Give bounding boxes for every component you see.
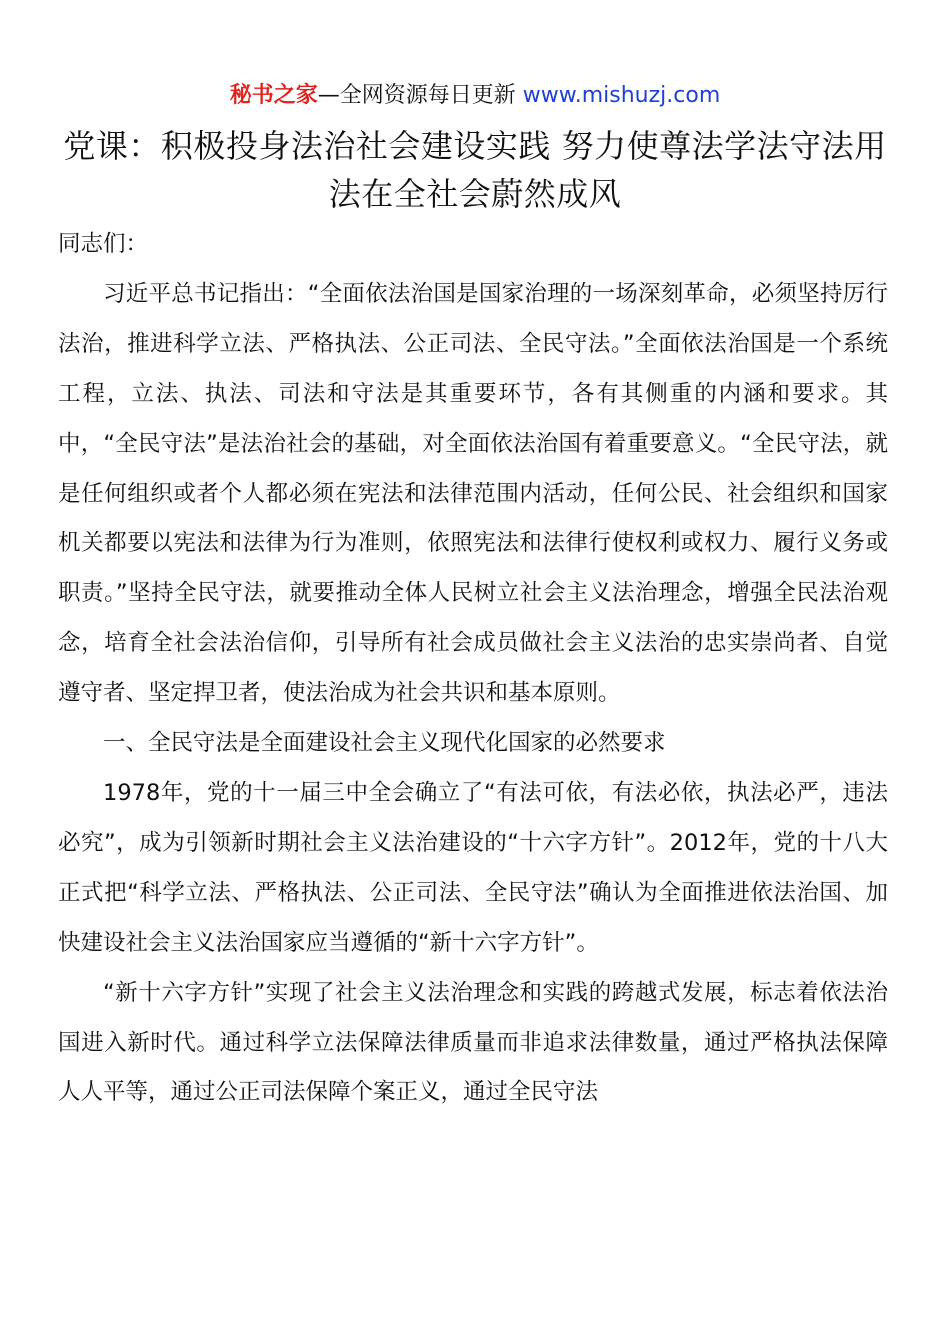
site-header (0, 80, 950, 112)
section-heading: 一、全民守法是全面建设社会主义现代化国家的必然要求 (103, 730, 666, 757)
site-brand: 秘书之家 (229, 83, 318, 108)
paragraph: 1978年，党的十一届三中全会确立了“有法可依，有法必依，执法必严，违法必究”，成为引领新时期社会主义法治建设的“十六字方针”。2012年，党的十八大正式把“科学立法、严格执法、公正司法、全民守法”确认为全面推进依法治国、加快建设社会主义法治国家应当遵循的“新十六字方针”。 (58, 779, 888, 956)
site-tagline: —全网资源每日更新 (317, 83, 523, 108)
document-title: 党课：积极投身法治社会建设实践 努力使尊法学法守法用法在全社会蔚然成风 (63, 127, 887, 213)
paragraph: “新十六字方针”实现了社会主义法治理念和实践的跨越式发展，标志着依法治国进入新时代。通过科学立法保障法律质量而非追求法律数量，通过严格执法保障人人平等，通过公正司法保障个案正义，通过全民守法 (58, 979, 888, 1106)
document-body (58, 220, 888, 1118)
site-url[interactable]: www.mishuzj.com (522, 83, 721, 108)
salutation: 同志们： (58, 231, 149, 257)
paragraph: 习近平总书记指出：“全面依法治国是国家治理的一场深刻革命，必须坚持厉行法治，推进科学立法、严格执法、公正司法、全民守法。”全面依法治国是一个系统工程，立法、执法、司法和守法是其重要环节，各有其侧重的内涵和要求。其中，“全民守法”是法治社会的基础，对全面依法治国有着重要意义。“全民守法，就是任何组织或者个人都必须在宪法和法律范围内活动，任何公民、社会组织和国家机关都要以宪法和法律为行为准则，依照宪法和法律行使权利或权力、履行义务或职责。”坚持全民守法，就要推动全体人民树立社会主义法治理念，增强全民法治观念，培育全社会法治信仰，引导所有社会成员做社会主义法治的忠实崇尚者、自觉遵守者、坚定捍卫者，使法治成为社会共识和基本原则。 (58, 280, 888, 707)
